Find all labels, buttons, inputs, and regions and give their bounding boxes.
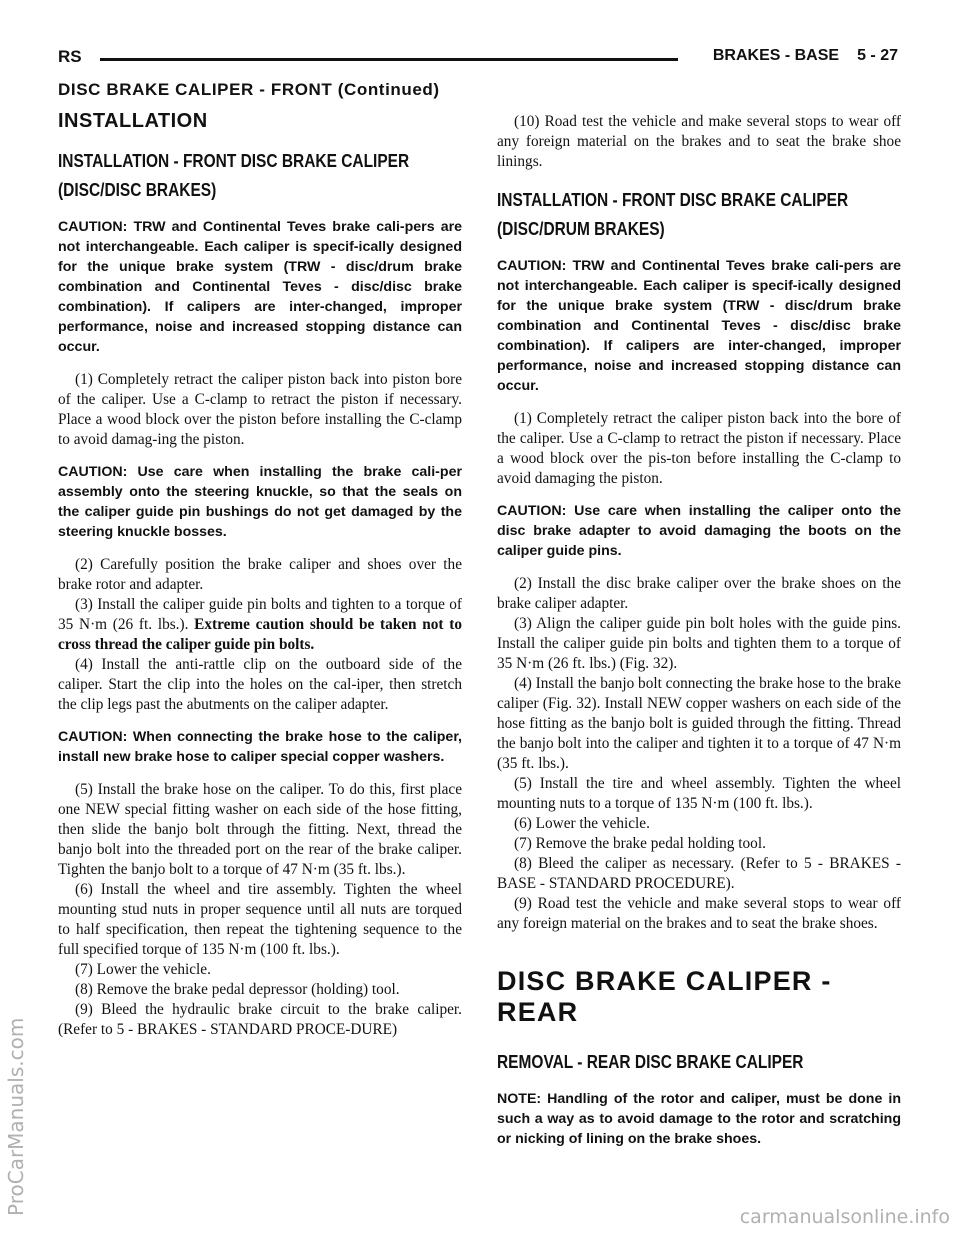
step-6: (6) Install the wheel and tire assembly. Tighten the wheel mounting stud nuts in proper sequence until all nuts are torqued to half specification, then repeat the tightening sequence to the full specified torque of 135 N·m (100 ft. lbs.). [58,881,462,958]
drum-step-9: (9) Road test the vehicle and make several stops to wear off any foreign material on the brakes and to seat the brake shoes. [497,895,901,932]
caution-interchange: CAUTION: TRW and Continental Teves brake cali-pers are not interchangeable. Each caliper is specif-ically designed for the unique brake system (TRW - disc/drum brake combination and Continental Teves - disc/disc brake combination). If calipers are inter-changed, improper performance, noise and increased stopping distance can occur. [58,219,462,355]
drum-step-6: (6) Lower the vehicle. [514,815,650,832]
step-8: (8) Remove the brake pedal depressor (holding) tool. [75,981,400,998]
header-section: BRAKES - BASE [712,47,840,64]
drum-step-4: (4) Install the banjo bolt connecting the brake hose to the brake caliper (Fig. 32). Install NEW copper washers on each side of the hose fitting as the banjo bolt is guided through the fitting. Thread the banjo bolt into the caliper and tighten it to a torque of 47 N·m (35 ft. lbs.). [497,675,901,772]
left-column [58,110,462,1040]
header-right [713,47,898,65]
caution-copper-washers: CAUTION: When connecting the brake hose to the caliper, install new brake hose to caliper special copper washers. [58,729,462,765]
step-1: (1) Completely retract the caliper piston back into piston bore of the caliper. Use a C-clamp to retract the piston if necessary. Place a wood block over the piston before installing the C-clamp to avoid damag-ing the piston. [58,371,462,448]
step-7: (7) Lower the vehicle. [75,961,211,978]
drum-step-7: (7) Remove the brake pedal holding tool. [514,835,766,852]
drum-step-1: (1) Completely retract the caliper piston back into the bore of the caliper. Use a C-clamp to retract the piston if necessary. Place a wood block over the pis-ton before installing the C-clamp to avoid damaging the piston. [497,410,901,487]
step-3-warning: Extreme caution should be taken not to cross thread the caliper guide pin bolts. [58,616,462,653]
step-10: (10) Road test the vehicle and make several stops to wear off any foreign material on the brakes and to seat the brake shoe linings. [497,113,901,170]
bottom-watermark: carmanualsonline.info [739,1206,950,1228]
installation-heading: INSTALLATION [58,110,208,132]
caution-interchange-drum: CAUTION: TRW and Continental Teves brake cali-pers are not interchangeable. Each caliper is specif-ically designed for the unique brake system (TRW - disc/drum brake combination and Continental Teves - disc/disc brake combination). If calipers are inter-changed, improper performance, noise and increased stopping distance can occur. [497,258,901,394]
page-header [58,47,898,71]
header-page-number: 5 - 27 [857,47,898,64]
rear-caliper-heading: DISC BRAKE CALIPER - REAR [497,966,832,1027]
caution-guide-pin-boots: CAUTION: Use care when installing the caliper onto the disc brake adapter to avoid damaging the boots on the caliper guide pins. [497,503,901,559]
drum-step-3: (3) Align the caliper guide pin bolt holes with the guide pins. Install the caliper guide pin bolts and tighten them to a torque of 35 N·m (26 ft. lbs.) (Fig. 32). [497,615,901,672]
drum-step-8: (8) Bleed the caliper as necessary. (Refer to 5 - BRAKES - BASE - STANDARD PROCEDURE). [497,855,901,892]
disc-drum-heading: INSTALLATION - FRONT DISC BRAKE CALIPER (DISC/DRUM BRAKES) [497,190,849,239]
step-3-text: (3) Install the caliper guide pin bolts and tighten to a torque of 35 N·m (26 ft. lbs.). [58,596,462,633]
step-5: (5) Install the brake hose on the caliper. To do this, first place one NEW special fitting washer on each side of the hose fitting, then slide the banjo bolt through the fitting. Next, thread the banjo bolt into the threaded port on the rear of the brake caliper. Tighten the banjo bolt to a torque of 47 N·m (35 ft. lbs.). [58,781,462,878]
disc-disc-heading: INSTALLATION - FRONT DISC BRAKE CALIPER (DISC/DISC BRAKES) [58,151,410,200]
header-rule [100,58,678,61]
right-column [497,112,901,1162]
step-2: (2) Carefully position the brake caliper and shoes over the brake rotor and adapter. [58,556,462,593]
drum-step-5: (5) Install the tire and wheel assembly. Tighten the wheel mounting nuts to a torque of 135 N·m (100 ft. lbs.). [497,775,901,812]
note-handling: NOTE: Handling of the rotor and caliper, must be done in such a way as to avoid damage to the rotor and scratching or nicking of lining on the brake shoes. [497,1091,901,1147]
continued-title: DISC BRAKE CALIPER - FRONT (Continued) [58,80,440,99]
header-code: RS [58,47,82,66]
removal-heading: REMOVAL - REAR DISC BRAKE CALIPER [497,1052,804,1072]
drum-step-2: (2) Install the disc brake caliper over the brake shoes on the brake caliper adapter. [497,575,901,612]
step-9: (9) Bleed the hydraulic brake circuit to the brake caliper. (Refer to 5 - BRAKES - STANDARD PROCE-DURE) [58,1001,462,1038]
step-3 [58,595,462,655]
step-4: (4) Install the anti-rattle clip on the outboard side of the caliper. Start the clip into the holes on the cal-iper, then stretch the clip legs past the abutments on the caliper adapter. [58,656,462,713]
caution-knuckle: CAUTION: Use care when installing the brake cali-per assembly onto the steering knuckle, so that the seals on the caliper guide pin bushings do not get damaged by the steering knuckle bosses. [58,464,462,540]
side-watermark: ProCarManuals.com [4,1017,28,1216]
